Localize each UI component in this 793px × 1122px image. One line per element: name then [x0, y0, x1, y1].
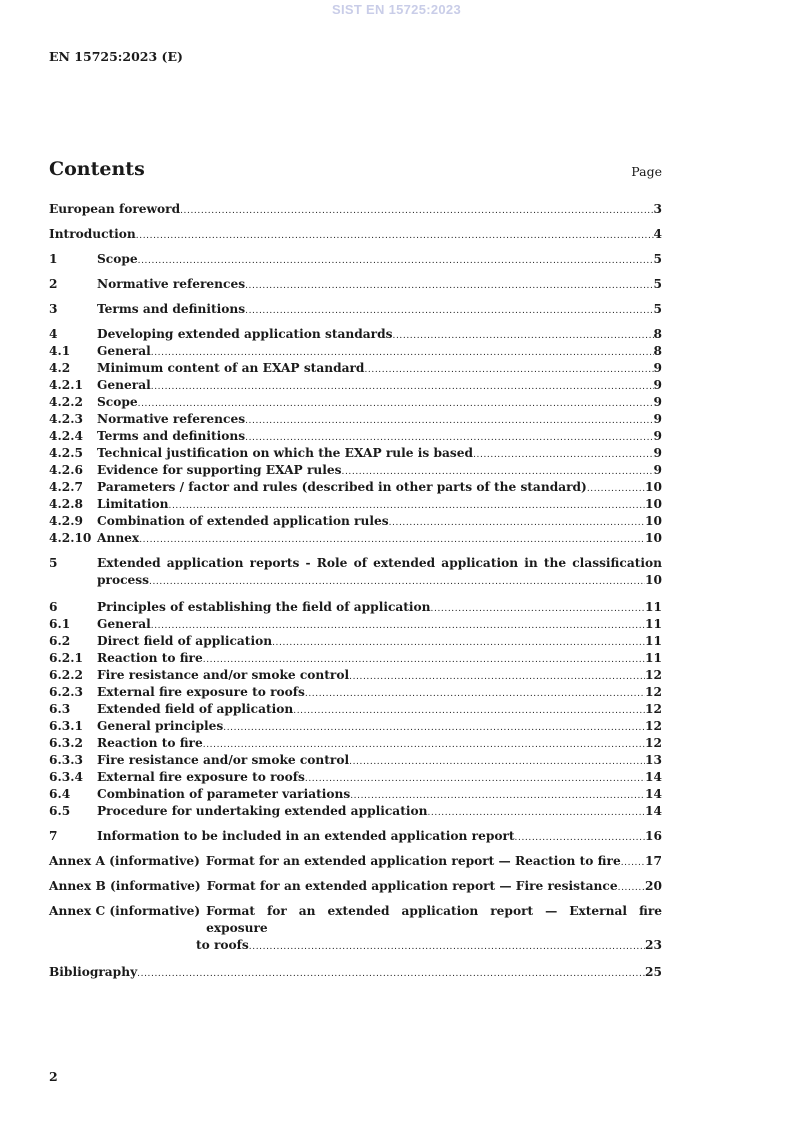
toc-entry[interactable]: 6.3 Extended field of application ..... 12 — [49, 701, 662, 718]
toc-entry-annex-b[interactable]: Annex B (informative) Format for an extended application report — Fire resistance ..... 20 — [49, 878, 662, 895]
page-number: 2 — [49, 1069, 58, 1084]
page-column-label: Page — [631, 164, 662, 179]
toc-entry[interactable]: 4.2.6 Evidence for supporting EXAP rules ..... 9 — [49, 462, 662, 479]
toc-entry[interactable]: European foreword ..... 3 — [49, 201, 662, 218]
toc-entry[interactable]: 4.2.1 General ..... 9 — [49, 377, 662, 394]
toc-entry[interactable]: 4.2.4 Terms and definitions ..... 9 — [49, 428, 662, 445]
toc-entry[interactable]: 5 Extended application reports - Role of extended application in the classification process ..... 10 — [49, 555, 662, 591]
toc-entry-annex-a[interactable]: Annex A (informative) Format for an extended application report — Reaction to fire ..... 17 — [49, 853, 662, 870]
toc-entry[interactable]: 6.5 Procedure for undertaking extended application ..... 14 — [49, 803, 662, 820]
toc-entry[interactable]: 6.2.3 External fire exposure to roofs ..... 12 — [49, 684, 662, 701]
toc-entry[interactable]: 6.2 Direct field of application ..... 11 — [49, 633, 662, 650]
toc-entry[interactable]: 6.3.3 Fire resistance and/or smoke control ..... 13 — [49, 752, 662, 769]
toc-entry[interactable]: 4.2.8 Limitation ..... 10 — [49, 496, 662, 513]
toc-entry[interactable]: 6.3.2 Reaction to fire ..... 12 — [49, 735, 662, 752]
toc-entry[interactable]: 6.2.1 Reaction to fire ..... 11 — [49, 650, 662, 667]
toc-entry[interactable]: 4 Developing extended application standards ..... 8 — [49, 326, 662, 343]
toc-entry[interactable]: 4.2.2 Scope ..... 9 — [49, 394, 662, 411]
toc-entry[interactable]: 4.1 General ..... 8 — [49, 343, 662, 360]
document-id: EN 15725:2023 (E) — [49, 49, 183, 64]
toc-entry[interactable]: 6.3.1 General principles ..... 12 — [49, 718, 662, 735]
toc-entry[interactable]: Introduction ..... 4 — [49, 226, 662, 243]
toc-entry[interactable]: 7 Information to be included in an extended application report ..... 16 — [49, 828, 662, 845]
toc-entry[interactable]: 6 Principles of establishing the field of application ..... 11 — [49, 599, 662, 616]
toc-entry[interactable]: 3 Terms and definitions ..... 5 — [49, 301, 662, 318]
toc-entry-annex-c[interactable]: Annex C (informative) Format for an extended application report — External fire exposure to roofs ..... 23 — [49, 903, 662, 956]
toc-entry[interactable]: 6.1 General ..... 11 — [49, 616, 662, 633]
toc-entry[interactable]: 4.2.10 Annex ..... 10 — [49, 530, 662, 547]
toc-entry[interactable]: 4.2.9 Combination of extended application rules ..... 10 — [49, 513, 662, 530]
toc-entry[interactable]: 6.2.2 Fire resistance and/or smoke control ..... 12 — [49, 667, 662, 684]
contents-title: Contents — [49, 158, 145, 180]
table-of-contents — [49, 201, 662, 981]
toc-entry[interactable]: 4.2 Minimum content of an EXAP standard ..... 9 — [49, 360, 662, 377]
toc-entry[interactable]: 4.2.3 Normative references ..... 9 — [49, 411, 662, 428]
toc-entry[interactable]: 4.2.7 Parameters / factor and rules (described in other parts of the standard) ..... 10 — [49, 479, 662, 496]
watermark: SIST EN 15725:2023 — [332, 2, 461, 17]
toc-entry[interactable]: 1 Scope ..... 5 — [49, 251, 662, 268]
toc-entry[interactable]: 4.2.5 Technical justification on which the EXAP rule is based ..... 9 — [49, 445, 662, 462]
toc-entry[interactable]: 6.4 Combination of parameter variations ..... 14 — [49, 786, 662, 803]
toc-entry-bibliography[interactable]: Bibliography ..... 25 — [49, 964, 662, 981]
toc-entry[interactable]: 6.3.4 External fire exposure to roofs ..... 14 — [49, 769, 662, 786]
toc-entry[interactable]: 2 Normative references ..... 5 — [49, 276, 662, 293]
